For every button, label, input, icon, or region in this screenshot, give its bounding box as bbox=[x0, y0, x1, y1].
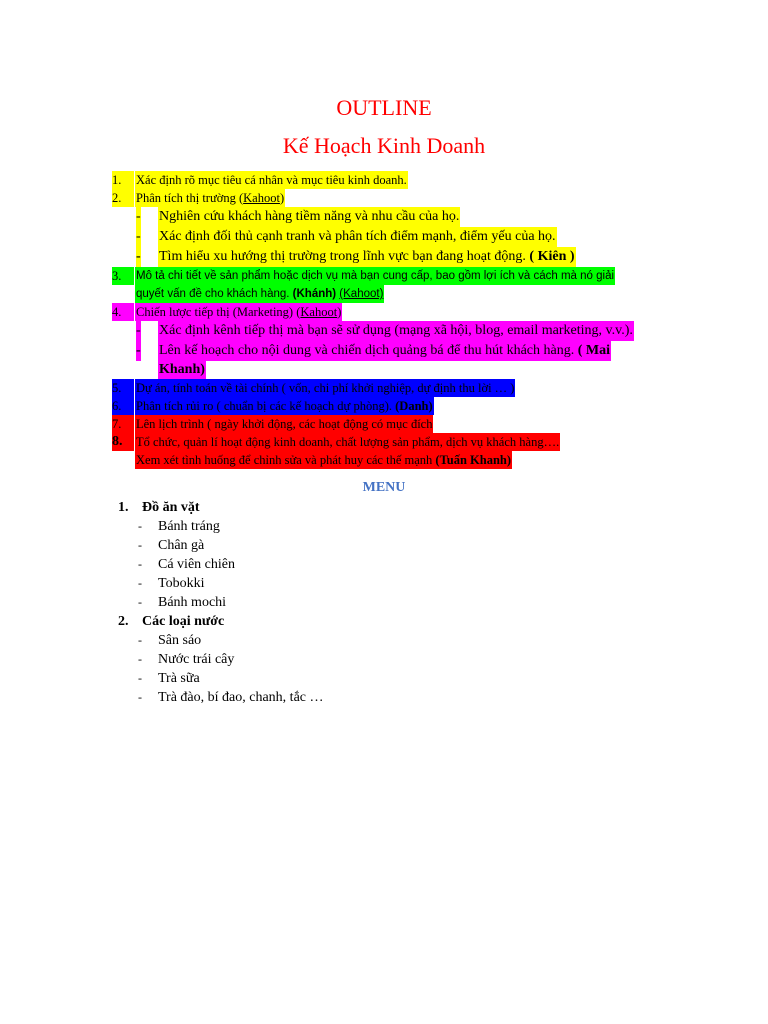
bullet-dash: - bbox=[136, 247, 141, 267]
subitem-text: Tìm hiểu xu hướng thị trường trong lĩnh vực bạn đang hoạt động. ( Kiên ) bbox=[158, 247, 576, 267]
outline-item-1 bbox=[112, 171, 672, 189]
bullet-dash: - bbox=[138, 690, 142, 704]
assignee: ( Kiên ) bbox=[529, 249, 575, 264]
menu-item bbox=[118, 536, 518, 555]
menu-item-text: Bánh mochi bbox=[158, 595, 227, 610]
bullet-dash: - bbox=[136, 341, 141, 361]
menu-item bbox=[118, 593, 518, 612]
subitem-text: Lên kế hoạch cho nội dung và chiến dịch quảng bá để thu hút khách hàng. ( Mai bbox=[158, 341, 611, 361]
menu-item-text: Trà sữa bbox=[158, 671, 200, 686]
menu-item-text: Trà đào, bí đao, chanh, tắc … bbox=[158, 690, 324, 705]
item-text: Tổ chức, quản lí hoạt động kinh doanh, chất lượng sản phẩm, dịch vụ khách hàng…. bbox=[136, 435, 560, 449]
subitem-text: Nghiên cứu khách hàng tiềm năng và nhu cầu của họ. bbox=[158, 207, 460, 227]
subitem-text: Xác định đối thủ cạnh tranh và phân tích điểm mạnh, điểm yếu của họ. bbox=[158, 227, 557, 247]
kahoot-link[interactable]: Kahoot bbox=[300, 305, 338, 319]
bullet-dash: - bbox=[136, 207, 141, 227]
assignee: Khanh) bbox=[159, 362, 205, 377]
section-heading: Các loại nước bbox=[142, 614, 225, 629]
item-text: Chiến lược tiếp thị (Marketing) (Kahoot) bbox=[136, 305, 342, 319]
menu-item bbox=[118, 669, 518, 688]
menu-item bbox=[118, 555, 518, 574]
item-number: 4. bbox=[112, 303, 134, 321]
outline-subitem bbox=[112, 321, 672, 341]
item-number: 7. bbox=[112, 415, 134, 433]
assignee: (Danh) bbox=[395, 399, 433, 413]
kahoot-link[interactable]: (Kahoot) bbox=[339, 288, 384, 300]
menu-title: MENU bbox=[362, 480, 406, 495]
item-number: 1. bbox=[112, 171, 134, 189]
outline-subitem bbox=[112, 207, 672, 227]
menu-item bbox=[118, 574, 518, 593]
bullet-dash: - bbox=[138, 519, 142, 533]
menu-item-text: Nước trái cây bbox=[158, 652, 235, 667]
outline-item-4 bbox=[112, 303, 672, 321]
outline-item-2 bbox=[112, 189, 672, 207]
outline-item-3-cont bbox=[112, 285, 672, 303]
bullet-dash: - bbox=[138, 671, 142, 685]
outline-item-7 bbox=[112, 415, 672, 433]
outline-subitem bbox=[112, 341, 672, 361]
menu-item bbox=[118, 688, 518, 707]
outline-item-3 bbox=[112, 267, 672, 285]
menu-list bbox=[118, 498, 518, 707]
bullet-dash: - bbox=[136, 227, 141, 247]
menu-item bbox=[118, 650, 518, 669]
item-text: Phân tích thị trường (Kahoot) bbox=[136, 191, 285, 205]
outline-item-5 bbox=[112, 379, 672, 397]
item-number: 6. bbox=[112, 397, 134, 415]
item-text: Mô tả chi tiết về sản phẩm hoặc dịch vụ mà bạn cung cấp, bao gồm lợi ích và cách mà nó giải bbox=[135, 267, 615, 285]
outline-list bbox=[112, 171, 672, 469]
item-number: 3. bbox=[112, 267, 134, 285]
item-text: Phân tích rủi ro ( chuẩn bị các kế hoạch dự phòng). (Danh) bbox=[136, 399, 433, 413]
outline-item-8 bbox=[112, 433, 672, 451]
item-number: 8. bbox=[112, 433, 134, 451]
item-number: 5. bbox=[112, 379, 134, 397]
section-number: 1. bbox=[118, 500, 129, 515]
bullet-dash: - bbox=[138, 633, 142, 647]
outline-subitem bbox=[112, 247, 672, 267]
assignee: (Tuấn Khanh) bbox=[435, 453, 512, 467]
item-text: Xem xét tình huống để chỉnh sửa và phát huy các thế mạnh (Tuấn Khanh) bbox=[136, 453, 512, 467]
bullet-dash: - bbox=[138, 538, 142, 552]
bullet-dash: - bbox=[138, 595, 142, 609]
menu-item-text: Sân sáo bbox=[158, 633, 202, 648]
item-text: Xác định rõ mục tiêu cá nhân và mục tiêu kinh doanh. bbox=[136, 173, 407, 187]
section-number: 2. bbox=[118, 614, 129, 629]
subitem-text: Xác định kênh tiếp thị mà bạn sẽ sử dụng (mạng xã hội, blog, email marketing, v.v.). bbox=[158, 321, 634, 341]
menu-item-text: Chân gà bbox=[158, 538, 205, 553]
outline-item-6 bbox=[112, 397, 672, 415]
outline-subitem bbox=[112, 227, 672, 247]
item-number: 2. bbox=[112, 189, 134, 207]
item-text: Dự án, tính toán về tài chính ( vốn, chi phí khởi nghiệp, dự định thu lời … ) bbox=[136, 381, 515, 395]
bullet-dash: - bbox=[138, 652, 142, 666]
document-title: OUTLINE bbox=[336, 95, 432, 120]
bullet-dash: - bbox=[138, 576, 142, 590]
bullet-dash: - bbox=[138, 557, 142, 571]
bullet-dash: - bbox=[136, 321, 141, 341]
kahoot-link[interactable]: Kahoot bbox=[243, 191, 280, 205]
menu-item bbox=[118, 631, 518, 650]
menu-item-text: Tobokki bbox=[158, 576, 205, 591]
menu-item bbox=[118, 517, 518, 536]
assignee: (Khánh) bbox=[292, 288, 337, 300]
menu-item-text: Bánh tráng bbox=[158, 519, 220, 534]
outline-item-8-cont bbox=[112, 451, 672, 469]
menu-section-heading bbox=[118, 612, 518, 631]
menu-item-text: Cá viên chiên bbox=[158, 557, 235, 572]
menu-section-heading bbox=[118, 498, 518, 517]
item-text: quyết vấn đề cho khách hàng. (Khánh) (Kahoot) bbox=[135, 285, 384, 303]
section-heading: Đồ ăn vặt bbox=[142, 500, 200, 515]
assignee: ( Mai bbox=[577, 343, 610, 358]
document-subtitle: Kế Hoạch Kinh Doanh bbox=[282, 133, 486, 158]
outline-subitem-cont bbox=[112, 361, 672, 379]
item-text: Lên lịch trình ( ngày khởi động, các hoạt động có mục đích bbox=[136, 417, 433, 431]
